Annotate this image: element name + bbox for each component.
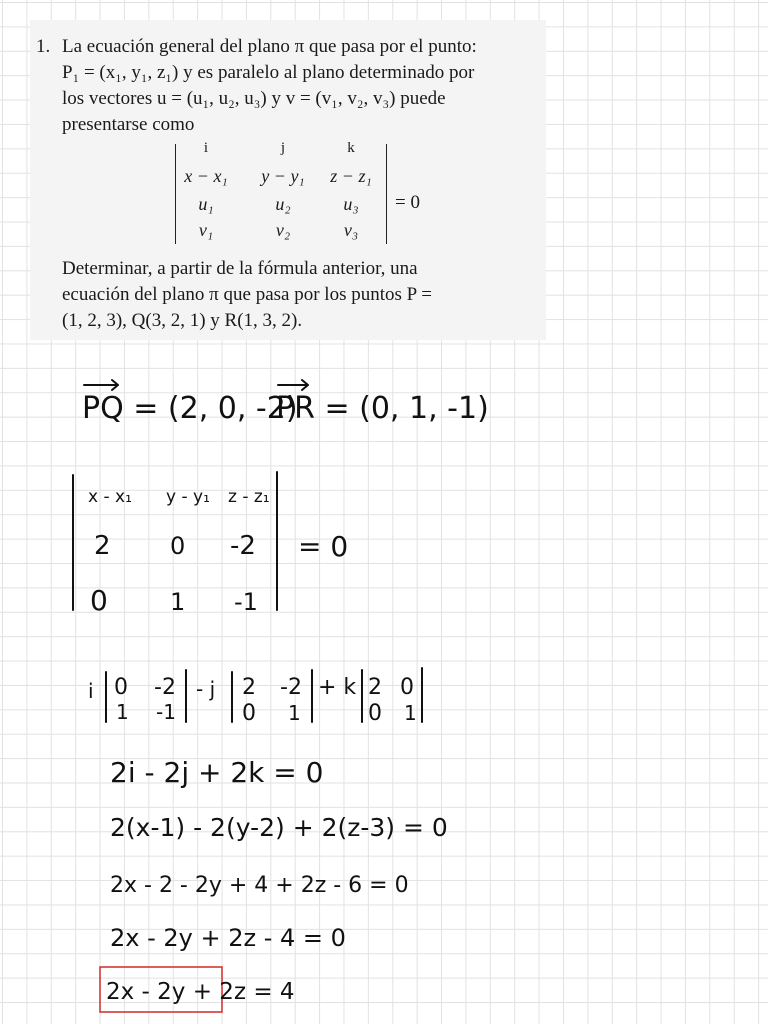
formula-cell: v₁ (198, 220, 214, 240)
expansion-minus-j: - j (196, 677, 216, 701)
formula-cell: u₃ (343, 194, 359, 214)
step-1: 2i - 2j + 2k = 0 (110, 756, 324, 789)
vector-pr-text: PR = (0, 1, -1) (276, 391, 489, 426)
arrow-icon (84, 380, 118, 390)
det-cell: 0 (170, 532, 186, 560)
problem-line-6: ecuación del plano π que pasa por los puntos P = (62, 284, 432, 305)
problem-line-7: (1, 2, 3), Q(3, 2, 1) y R(1, 3, 2). (62, 310, 303, 331)
minor-cell: 0 (368, 701, 382, 726)
vector-pr (276, 380, 489, 426)
minor-cell: 1 (288, 701, 301, 725)
problem-line-2: P₁ = (x₁, y₁, z₁) y es paralelo al plano determinado por (62, 62, 475, 83)
formula-cell: u₂ (275, 194, 291, 214)
answer-text: 2x - 2y + 2z = 4 (106, 979, 295, 1005)
label-j: j (280, 140, 286, 156)
problem-number: 1. (36, 36, 51, 57)
det-cell: -1 (234, 588, 258, 616)
det-cell: 0 (90, 584, 108, 617)
det-cell: 1 (170, 588, 186, 616)
label-k: k (347, 140, 355, 156)
formula-cell: v₃ (343, 220, 359, 240)
vector-pq (82, 380, 298, 426)
problem-line-4: presentarse como (62, 114, 195, 135)
minor-cell: 2 (368, 675, 382, 700)
minor-cell: 1 (404, 701, 417, 725)
formula-cell: y − y₁ (261, 166, 305, 186)
problem-line-5: Determinar, a partir de la fórmula anterior, una (62, 258, 418, 279)
det-cell: y - y₁ (166, 487, 210, 507)
formula-cell: z − z₁ (330, 166, 372, 186)
formula-cell: u₁ (198, 194, 214, 214)
minor-cell: 1 (116, 700, 129, 724)
formula-equals-zero: = 0 (395, 192, 420, 213)
step-2: 2(x-1) - 2(y-2) + 2(z-3) = 0 (110, 813, 448, 842)
expansion-i: i (88, 679, 94, 703)
step-3: 2x - 2 - 2y + 4 + 2z - 6 = 0 (110, 873, 409, 898)
final-answer (100, 967, 295, 1012)
label-i: i (203, 140, 209, 156)
arrow-icon (278, 380, 308, 390)
minor-cell: 0 (400, 675, 414, 700)
minor-cell: 0 (114, 675, 128, 700)
problem-line-1: La ecuación general del plano π que pasa por el punto: (62, 36, 477, 57)
minor-cell: 2 (242, 675, 256, 700)
expansion-plus-k: + k (318, 675, 357, 700)
step-4: 2x - 2y + 2z - 4 = 0 (110, 924, 346, 952)
cofactor-expansion (88, 668, 422, 726)
det-equals: = 0 (298, 530, 349, 563)
minor-cell: -2 (154, 675, 176, 700)
determinant (73, 472, 348, 617)
problem-line-3: los vectores u = (u₁, u₂, u₃) y v = (v₁, v₂, v₃) puede (62, 88, 446, 109)
det-cell: 2 (94, 531, 111, 561)
minor-cell: -2 (280, 675, 302, 700)
det-cell: x - x₁ (88, 487, 132, 507)
formula-cell: v₂ (275, 220, 291, 240)
formula-cell: x − x₁ (184, 166, 228, 186)
minor-cell: -1 (156, 700, 176, 724)
minor-cell: 0 (242, 701, 256, 726)
vector-pq-text: PQ = (2, 0, -2) (82, 391, 298, 426)
det-cell: z - z₁ (228, 487, 270, 507)
det-cell: -2 (230, 531, 256, 561)
